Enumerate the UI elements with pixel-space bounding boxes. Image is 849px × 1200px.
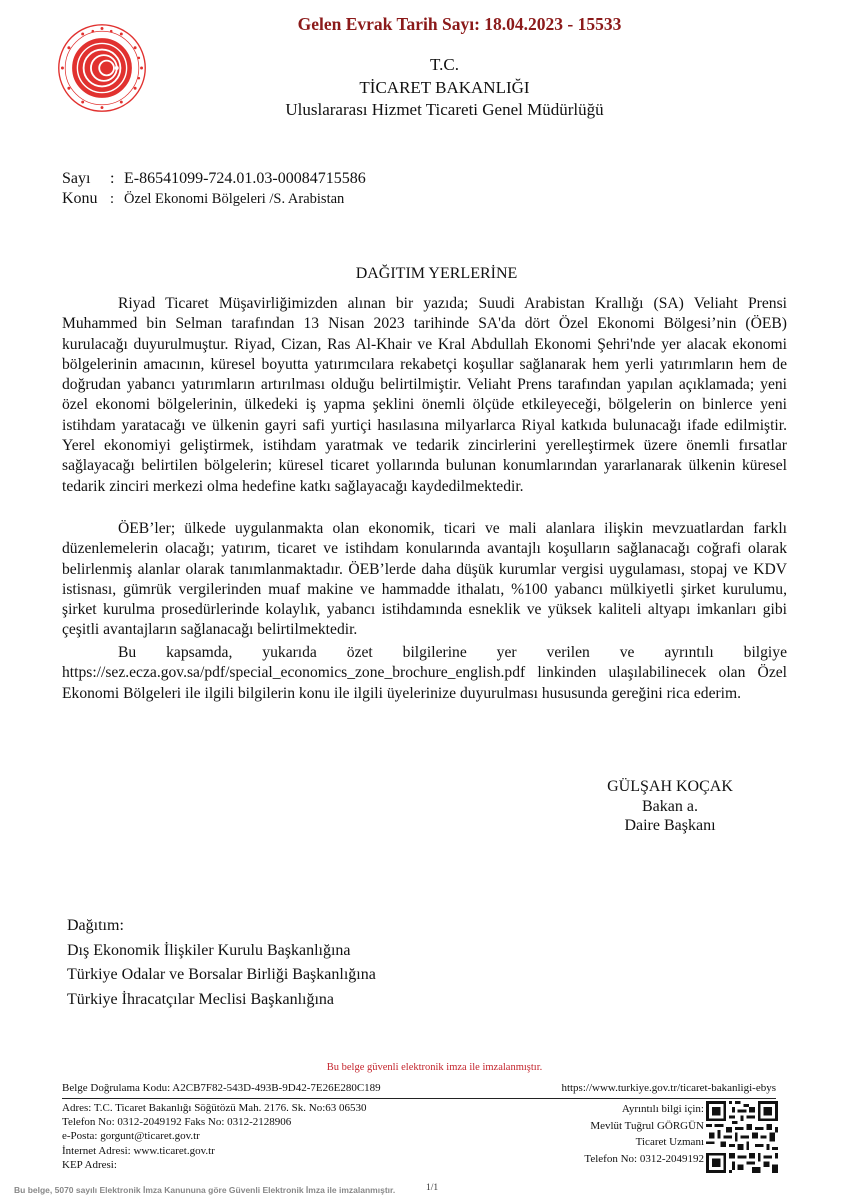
verification-url[interactable]: https://www.turkiye.gov.tr/ticaret-bakanligi-ebys <box>561 1082 776 1094</box>
distribution-item: Türkiye Odalar ve Borsalar Birliği Başkanlığına <box>67 966 376 983</box>
distribution-item: Dış Ekonomik İlişkiler Kurulu Başkanlığına <box>67 941 351 959</box>
signatory-name: GÜLŞAH KOÇAK <box>607 778 733 795</box>
legal-note: Bu belge, 5070 sayılı Elektronik İmza Kanununa göre Güvenli Elektronik İmza ile imzalanmıştır. <box>14 1185 396 1195</box>
page-number: 1/1 <box>426 1183 439 1193</box>
paragraph-text: ÖEB’ler; ülkede uygulanmakta olan ekonomik, ticari ve mali alanlara ilişkin mevzuatlardan farklı düzenlemelerin olacağı; yatırım, ticaret ve istihdam konularında avantajlı koşulların sağlanacağı coğrafi olarak belirlenmiş alanlar olarak tanımlanmaktadır. ÖEB’lerde daha düşük kurumlar vergisi uygulaması, stopaj ve KDV istisnası, gümrük vergilerinden muaf makine ve hammadde ithalatı, %100 yabancı mülkiyetli şirket kurulumu, şirket kurulma prosedürlerinde kolaylık, yabancı istihdamında esneklik ve yüksek kaliteli altyapı imkanları gibi çeşitli avantajların sağlanacağı belirtilmektedir. <box>62 520 787 639</box>
paragraph-text <box>62 643 787 704</box>
contact-label: Ayrıntılı bilgi için: <box>621 1103 704 1115</box>
document-number-row <box>62 170 366 188</box>
qr-code-icon[interactable] <box>706 1101 778 1173</box>
signatory-proxy: Bakan a. <box>642 797 698 815</box>
subject-sep: : <box>110 191 115 207</box>
distribution-label: Dağıtım: <box>67 917 124 934</box>
subject-value: Özel Ekonomi Bölgeleri /S. Arabistan <box>124 191 345 207</box>
website: İnternet Adresi: www.ticaret.gov.tr <box>62 1144 215 1157</box>
distribution-list <box>67 914 376 1012</box>
subject-label: Konu <box>62 190 98 207</box>
body-paragraph-2 <box>62 519 787 641</box>
address: Adres: T.C. Ticaret Bakanlığı Söğütözü Mah. 2176. Sk. No:63 06530 <box>62 1102 367 1114</box>
e-signature-notice: Bu belge güvenli elektronik imza ile imzalanmıştır. <box>326 1062 543 1073</box>
distribution-item: Türkiye İhracatçılar Meclisi Başkanlığına <box>67 990 335 1008</box>
signatory-title: Daire Başkanı <box>624 817 716 834</box>
contact-title: Ticaret Uzmanı <box>635 1136 704 1149</box>
paragraph-text-before: Bu kapsamda, yukarıda özet bilgilerine yer verilen ve ayrıntılı bilgiye <box>118 644 787 661</box>
signature-block <box>560 777 780 836</box>
phone-fax: Telefon No: 0312-2049192 Faks No: 0312-2128906 <box>62 1116 292 1129</box>
incoming-document-stamp: Gelen Evrak Tarih Sayı: 18.04.2023 - 15533 <box>297 14 622 34</box>
contact-phone: Telefon No: 0312-2049192 <box>584 1152 704 1165</box>
brochure-link[interactable]: https://sez.ecza.gov.sa/pdf/special_economics_zone_brochure_english.pdf <box>62 664 526 682</box>
header-country: T.C. <box>430 55 459 74</box>
verification-row <box>62 1082 776 1094</box>
body-paragraph-3 <box>62 643 787 704</box>
footer-address-block <box>62 1101 367 1172</box>
document-number-label: Sayı <box>62 170 91 187</box>
kep-address: KEP Adresi: <box>62 1158 117 1171</box>
email: e-Posta: gorgunt@ticaret.gov.tr <box>62 1130 200 1143</box>
body-paragraph-1 <box>62 294 787 497</box>
subject-row <box>62 190 344 208</box>
document-number-sep: : <box>110 170 115 187</box>
paragraph-text: Riyad Ticaret Müşavirliğimizden alınan bir yazıda; Suudi Arabistan Krallığı (SA) Veliaht Prensi Muhammed bin Selman tarafından 13 Nisan 2023 tarihinde SA'da dört Özel Ekonomi Bölgesi’nin (ÖEB) kurulacağı duyurulmuştur. Riyad, Cizan, Ras Al-Khair ve Kral Abdullah Ekonomi Şehri'nde yer alacak ekonomi bölgelerinin amacının, küresel boyutta yatırımcılara rekabetçi koşullar sağlanarak hem yerli yatırımların hem de doğrudan yabancı yatırımların artırılması olduğu belirtilmiştir. Veliaht Prens tarafından yapılan açıklamada; yeni özel ekonomi bölgelerinin, ülkedeki iş yapma şeklini önemli ölçüde etkileyeceği, bölgelerin on binlerce yeni istihdam yaratacağı ve ülkenin gayri safi yurtiçi hasılasına milyarlarca Riyal katkıda bulunacağı ifade edilmiştir. Yerel ekonomiyi geliştirmek, istihdam yaratmak ve tedarik zincirlerini yerelleştirmek üzere önemli fırsatlar sağlayacağı belirtilen bölgelerin; küresel ticaret yollarında bulunan konumlarından yararlanarak ülkenin küresel tedarik zinciri merkezi olma hedefine katkı sağlayacağı kaydedilmektedir. <box>62 295 787 495</box>
header-ministry: TİCARET BAKANLIĞI <box>359 78 530 97</box>
contact-block <box>584 1101 704 1167</box>
recipient-title: DAĞITIM YERLERİNE <box>355 265 518 282</box>
footer-divider <box>62 1098 776 1099</box>
paragraph-text-after: linkinden ulaşılabilinecek olan Özel Ekonomi Bölgeleri ile ilgili bilgilerin konu ile ilgili üyelerinize duyurulması hususunda gereğini rica ederim. <box>62 664 787 702</box>
header-department: Uluslararası Hizmet Ticareti Genel Müdürlüğü <box>285 100 604 119</box>
contact-name: Mevlüt Tuğrul GÖRGÜN <box>590 1119 704 1132</box>
document-number-value: E-86541099-724.01.03-00084715586 <box>124 170 366 187</box>
verification-code: Belge Doğrulama Kodu: A2CB7F82-543D-493B-9D42-7E26E280C189 <box>62 1082 381 1094</box>
